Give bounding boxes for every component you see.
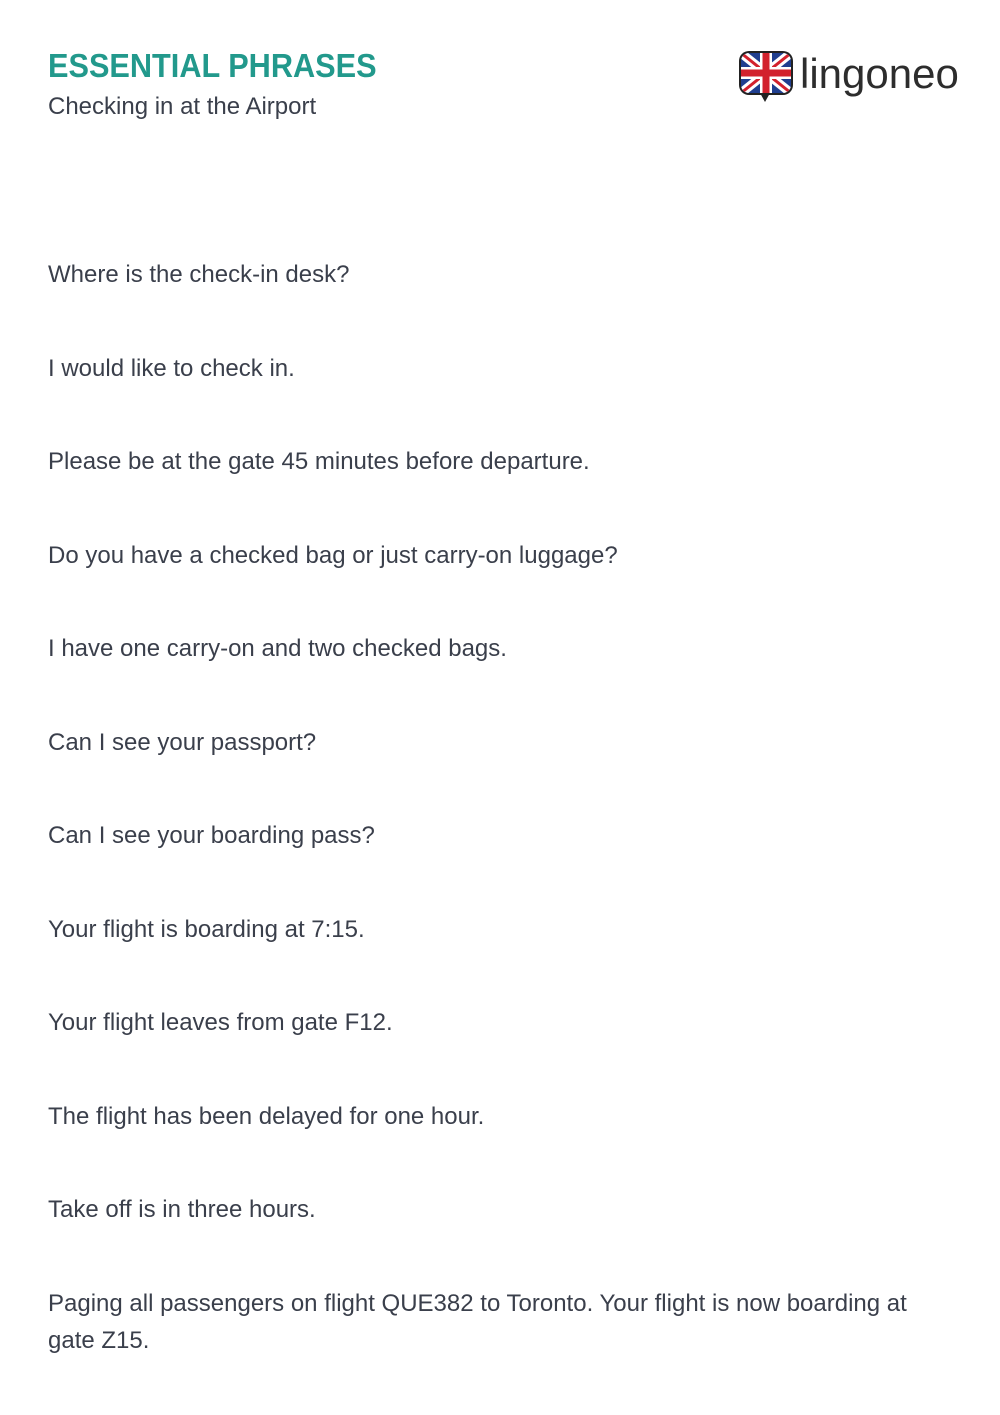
phrase-item: I have one carry-on and two checked bags. bbox=[48, 635, 507, 662]
page-title: ESSENTIAL PHRASES bbox=[48, 47, 377, 84]
phrase-item: Paging all passengers on flight QUE382 to Toronto. Your flight is now boarding at gate Z15. bbox=[48, 1289, 907, 1354]
phrase-item: I would like to check in. bbox=[48, 354, 295, 382]
phrase-item: Your flight is boarding at 7:15. bbox=[48, 915, 365, 943]
uk-flag-speech-bubble-icon bbox=[738, 50, 794, 104]
phrase-item: The flight has been delayed for one hour. bbox=[48, 1102, 485, 1130]
phrase-item: Where is the check-in desk? bbox=[48, 261, 350, 288]
phrase-item: Take off is in three hours. bbox=[48, 1196, 316, 1223]
phrase-item: Your flight leaves from gate F12. bbox=[48, 1009, 393, 1036]
phrase-item: Please be at the gate 45 minutes before departure. bbox=[48, 448, 590, 475]
logo bbox=[738, 50, 959, 106]
page-subtitle: Checking in at the Airport bbox=[48, 93, 317, 120]
phrase-item: Can I see your boarding pass? bbox=[48, 822, 375, 849]
phrase-item: Do you have a checked bag or just carry-on luggage? bbox=[48, 541, 618, 569]
phrase-list bbox=[48, 256, 958, 1415]
logo-text: lingoneo bbox=[800, 50, 959, 97]
phrase-item: Can I see your passport? bbox=[48, 728, 317, 756]
